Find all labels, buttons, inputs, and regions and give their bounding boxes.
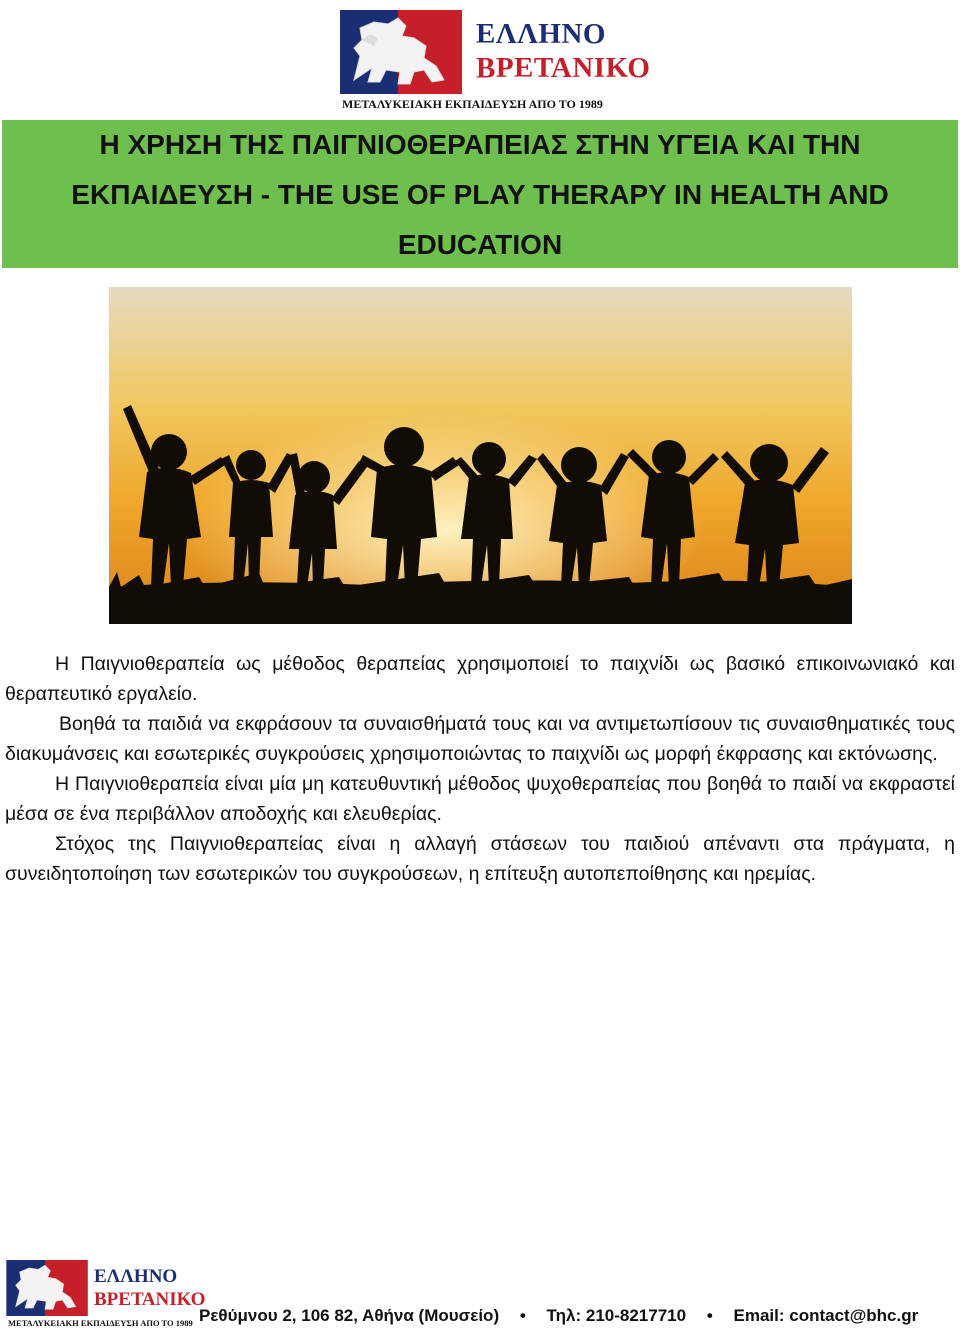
article-body — [5, 649, 955, 889]
paragraph-4: Στόχος της Παιγνιοθεραπείας είναι η αλλαγή στάσεων του παιδιού απέναντι στα πράγματα, η συνειδητοποίηση των εσωτερικών του συγκρούσεων, η επίτευξη αυτοπεποίθησης και ηρεμίας. — [5, 833, 955, 885]
logo-name-line1: ΕΛΛΗΝΟ — [476, 18, 606, 50]
footer-logo-tagline: ΜΕΤΑΛΥΚΕΙΑΚΗ ΕΚΠΑΙΔΕΥΣΗ ΑΠΟ ΤΟ 1989 — [8, 1318, 193, 1328]
footer-separator: • — [706, 1306, 713, 1325]
lion-crest-icon — [340, 10, 462, 94]
footer-logo — [6, 1260, 206, 1330]
lion-crest-icon — [6, 1260, 88, 1316]
header-logo — [340, 10, 651, 111]
footer-logo-name-line2: ΒΡΕΤΑΝΙΚΟ — [94, 1289, 206, 1310]
logo-name-line2: ΒΡΕΤΑΝΙΚΟ — [476, 52, 651, 84]
footer-phone: Τηλ: 210-8217710 — [546, 1306, 687, 1325]
logo-tagline: ΜΕΤΑΛΥΚΕΙΑΚΗ ΕΚΠΑΙΔΕΥΣΗ ΑΠΟ ΤΟ 1989 — [342, 97, 603, 111]
footer-email[interactable]: Email: contact@bhc.gr — [733, 1306, 919, 1325]
children-silhouette-sunset-image — [109, 287, 852, 624]
footer-contact — [199, 1306, 918, 1326]
paragraph-2: Βοηθά τα παιδιά να εκφράσουν τα συναισθήματά τους και να αντιμετωπίσουν τις συναισθηματικές τους διακυμάνσεις και εσωτερικές συγκρούσεις χρησιμοποιώντας το παιχνίδι ως μορφή έκφρασης και εκτόνωσης. — [5, 713, 955, 765]
footer-separator: • — [519, 1306, 526, 1325]
footer-address: Ρεθύμνου 2, 106 82, Αθήνα (Μουσείο) — [199, 1306, 500, 1325]
paragraph-1: Η Παιγνιοθεραπεία ως μέθοδος θεραπείας χρησιμοποιεί το παιχνίδι ως βασικό επικοινωνιακό και θεραπευτικό εργαλείο. — [5, 653, 955, 705]
paragraph-3: Η Παιγνιοθεραπεία είναι μία μη κατευθυντική μέθοδος ψυχοθεραπείας που βοηθά το παιδί να εκφραστεί μέσα σε ένα περιβάλλον αποδοχής και ελευθερίας. — [5, 773, 955, 825]
footer-logo-name-line1: ΕΛΛΗΝΟ — [94, 1266, 178, 1287]
title-banner — [2, 120, 958, 268]
page-title: Η ΧΡΗΣΗ ΤΗΣ ΠΑΙΓΝΙΟΘΕΡΑΠΕΙΑΣ ΣΤΗΝ ΥΓΕΙΑ ΚΑΙ ΤΗΝ ΕΚΠΑΙΔΕΥΣΗ - THE USE OF PLAY THERAPY IN HEALTH AND EDUCATION — [71, 129, 889, 260]
